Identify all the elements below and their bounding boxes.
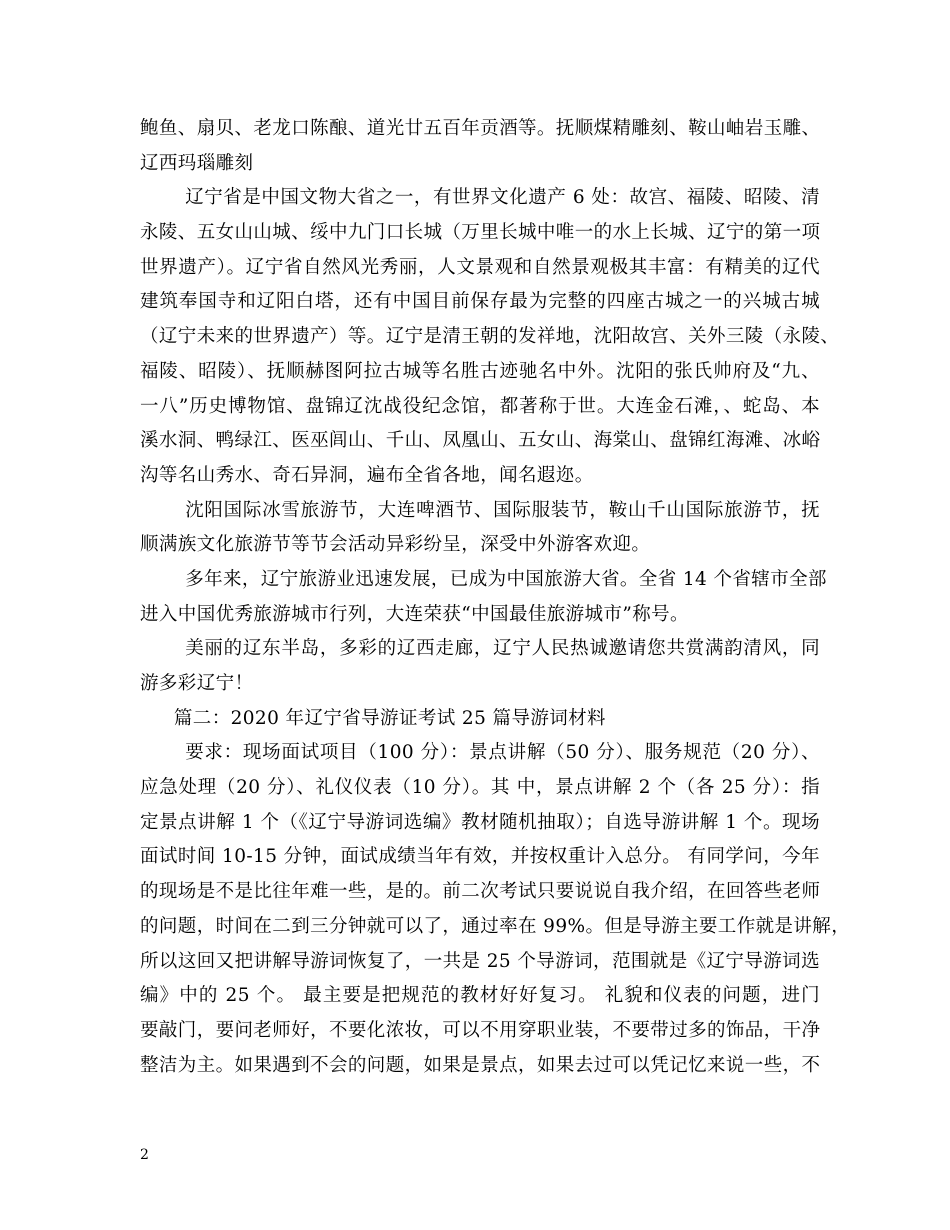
text-line: 面试时间 10-15 分钟，面试成绩当年有效，并按权重计入总分。 有同学问，今年 (140, 846, 820, 868)
text-line: 的现场是不是比往年难一些，是的。前二次考试只要说说自我介绍，在回答些老师 (140, 881, 821, 903)
text-line: 辽宁省是中国文物大省之一，有世界文化遗产 6 处：故宫、福陵、昭陵、清 (185, 187, 820, 209)
text-line: 鲍鱼、扇贝、老龙口陈酿、道光廿五百年贡酒等。抚顺煤精雕刻、鞍山岫岩玉雕、 (140, 118, 821, 139)
text-line: 要求：现场面试项目（100 分）：景点讲解（50 分）、服务规范（20 分）、 (185, 742, 820, 764)
text-line: 辽西玛瑙雕刻 (140, 152, 254, 174)
text-line: 编》中的 25 个。 最主要是把规范的教材好好复习。 礼貌和仪表的问题，进门 (140, 985, 820, 1007)
text-line: 顺满族文化旅游节等节会活动异彩纷呈，深受中外游客欢迎。 (140, 534, 651, 556)
text-line: 永陵、五女山山城、绥中九门口长城（万里长城中唯一的水上长城、辽宁的第一项 (140, 222, 821, 244)
text-line: 所以这回又把讲解导游词恢复了，一共是 25 个导游词，范围就是《辽宁导游词选 (140, 950, 820, 972)
text-line: 世界遗产）。辽宁省自然风光秀丽，人文景观和自然景观极其丰富：有精美的辽代 (140, 256, 820, 278)
text-line: 一八”历史博物馆、盘锦辽沈战役纪念馆，都著称于世。大连金石滩，、蛇岛、本 (140, 395, 820, 417)
paragraph-tourism-development (140, 563, 827, 632)
paragraph-cultural-heritage (140, 181, 840, 493)
text-line: 游多彩辽宁！ (140, 673, 254, 694)
text-line: 多年来，辽宁旅游业迅速发展，已成为中国旅游大省。全省 14 个省辖市全部 (185, 568, 827, 590)
text-line: 篇二：2020 年辽宁省导游证考试 25 篇导游词材料 (173, 707, 606, 729)
text-line: 要敲门，要问老师好，不要化浓妆，可以不用穿职业装，不要带过多的饰品，干净 (140, 1019, 821, 1041)
text-line: 溪水洞、鸭绿江、医巫闾山、千山、凤凰山、五女山、海棠山、盘锦红海滩、冰峪 (140, 430, 821, 452)
document-body (140, 112, 851, 1083)
paragraph-exam-requirements (140, 736, 851, 1083)
paragraph-section-heading (140, 702, 820, 737)
text-line: 定景点讲解 1 个（《辽宁导游词选编》教材随机抽取）；自选导游讲解 1 个。现场 (140, 811, 820, 833)
text-line: 的问题，时间在二到三分钟就可以了，通过率在 99%。但是导游主要工作就是讲解， (140, 915, 851, 937)
text-line: 福陵、昭陵）、抚顺赫图阿拉古城等名胜古迹驰名中外。沈阳的张氏帅府及“九、 (140, 360, 820, 382)
paragraph-invitation (140, 632, 820, 701)
text-line: 进入中国优秀旅游城市行列，大连荣获“中国最佳旅游城市”称号。 (140, 603, 689, 625)
text-line: （辽宁未来的世界遗产）等。辽宁是清王朝的发祥地，沈阳故宫、关外三陵（永陵、 (140, 326, 840, 348)
text-line: 建筑奉国寺和辽阳白塔，还有中国目前保存最为完整的四座古城之一的兴城古城 (140, 291, 820, 313)
text-line: 沟等名山秀水、奇石异洞，遍布全省各地，闻名遐迩。 (140, 464, 594, 486)
text-line: 美丽的辽东半岛，多彩的辽西走廊，辽宁人民热诚邀请您共赏满韵清风，同 (185, 638, 820, 660)
paragraph-specialties-continued (140, 112, 820, 181)
page-number: 2 (140, 1147, 149, 1163)
text-line: 应急处理（20 分）、礼仪仪表（10 分）。其 中，景点讲解 2 个（各 25 分）：指 (140, 777, 820, 799)
paragraph-festivals (140, 494, 820, 563)
text-line: 沈阳国际冰雪旅游节，大连啤酒节、国际服装节，鞍山千山国际旅游节，抚 (185, 499, 820, 521)
text-line: 整洁为主。如果遇到不会的问题，如果是景点，如果去过可以凭记忆来说一些，不 (140, 1054, 821, 1076)
